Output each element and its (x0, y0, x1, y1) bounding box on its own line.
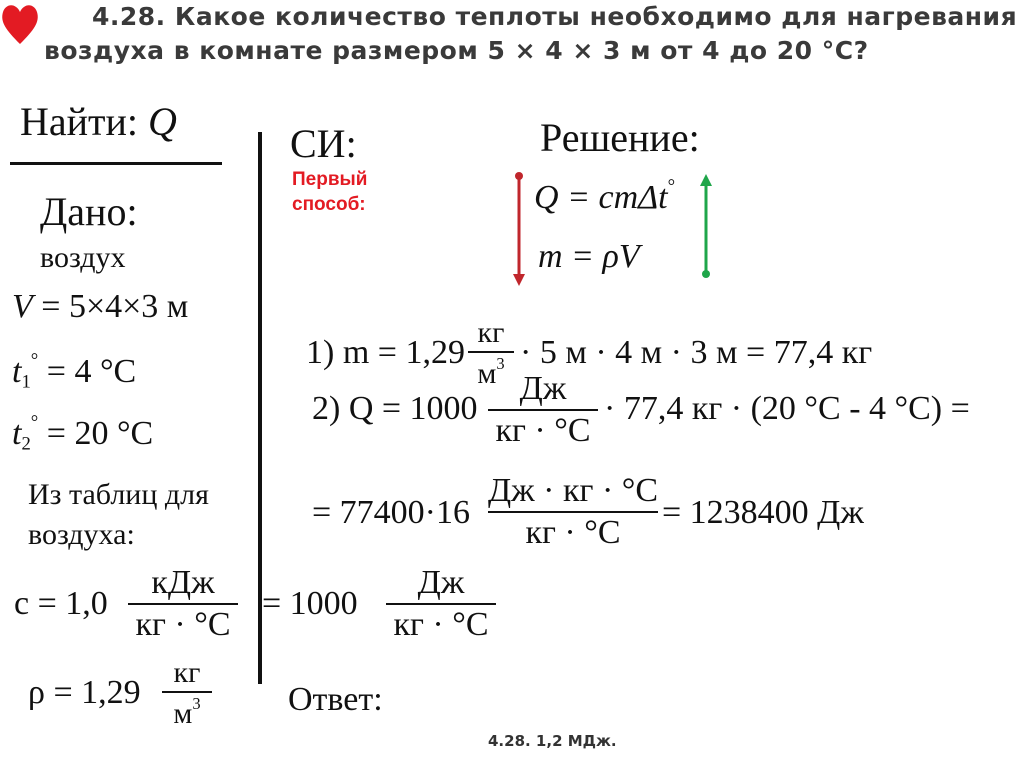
heat-capacity-fraction-1: кДж кг · °C (128, 566, 238, 642)
formula-heat: Q = cmΔt° (534, 176, 676, 216)
step2-lhs: 2) Q = 1000 (312, 390, 478, 427)
heat-capacity-equals: = 1000 (262, 585, 358, 622)
given-t2: $t_2^\circ = 20$ °C (12, 412, 154, 455)
answer-label: Ответ: (288, 681, 383, 718)
table-note-1: Из таблиц для (28, 478, 209, 511)
heat-capacity-fraction-2: Дж кг · °C (386, 566, 496, 642)
table-note-2: воздуха: (28, 518, 135, 551)
method-label-1: Первый (292, 169, 368, 190)
si-title: СИ: (290, 121, 357, 166)
problem-text-line-1: 4.28. Какое количество теплоты необходимо для нагревания (92, 2, 1018, 31)
density-fraction: кг $м^3$ (162, 658, 212, 729)
problem-text-line-2: воздуха в комнате размером 5 × 4 × 3 м от 4 до 20 °С? (44, 36, 869, 65)
arrow-up-icon (692, 172, 722, 282)
solution-title: Решение: (540, 115, 700, 160)
find-label: Найти: Q (20, 99, 177, 144)
step1-fraction: кг $м^3$ (468, 318, 514, 389)
method-label-2: способ: (292, 194, 366, 215)
step1-rhs: · 5 м · 4 м · 3 м = 77,4 кг (520, 334, 873, 371)
step1-lhs: 1) m = 1,29 (306, 334, 465, 371)
step2-fraction: Дж кг · °C (488, 372, 598, 448)
given-title: Дано: (40, 189, 138, 234)
step3-lhs: = 77400·16 (312, 494, 470, 531)
vertical-divider (258, 132, 262, 684)
given-substance: воздух (40, 241, 126, 274)
answer-reference: 4.28. 1,2 МДж. (488, 732, 617, 750)
step3-fraction: Дж · кг · °C кг · °C (487, 472, 659, 551)
heat-capacity-lhs: c = 1,0 (14, 585, 108, 622)
step2-rhs: · 77,4 кг · (20 °C - 4 °C) = (604, 390, 970, 427)
heart-icon (0, 0, 40, 46)
step3-rhs: = 1238400 Дж (662, 494, 864, 531)
density-lhs: ρ = 1,29 (28, 674, 141, 711)
given-t1: $t_1^\circ = 4$ °C (12, 350, 137, 393)
formula-mass: m = ρV (538, 238, 640, 275)
arrow-down-icon (505, 170, 535, 290)
given-volume: V = 5×4×3 м (12, 288, 189, 325)
find-underline (10, 162, 222, 165)
